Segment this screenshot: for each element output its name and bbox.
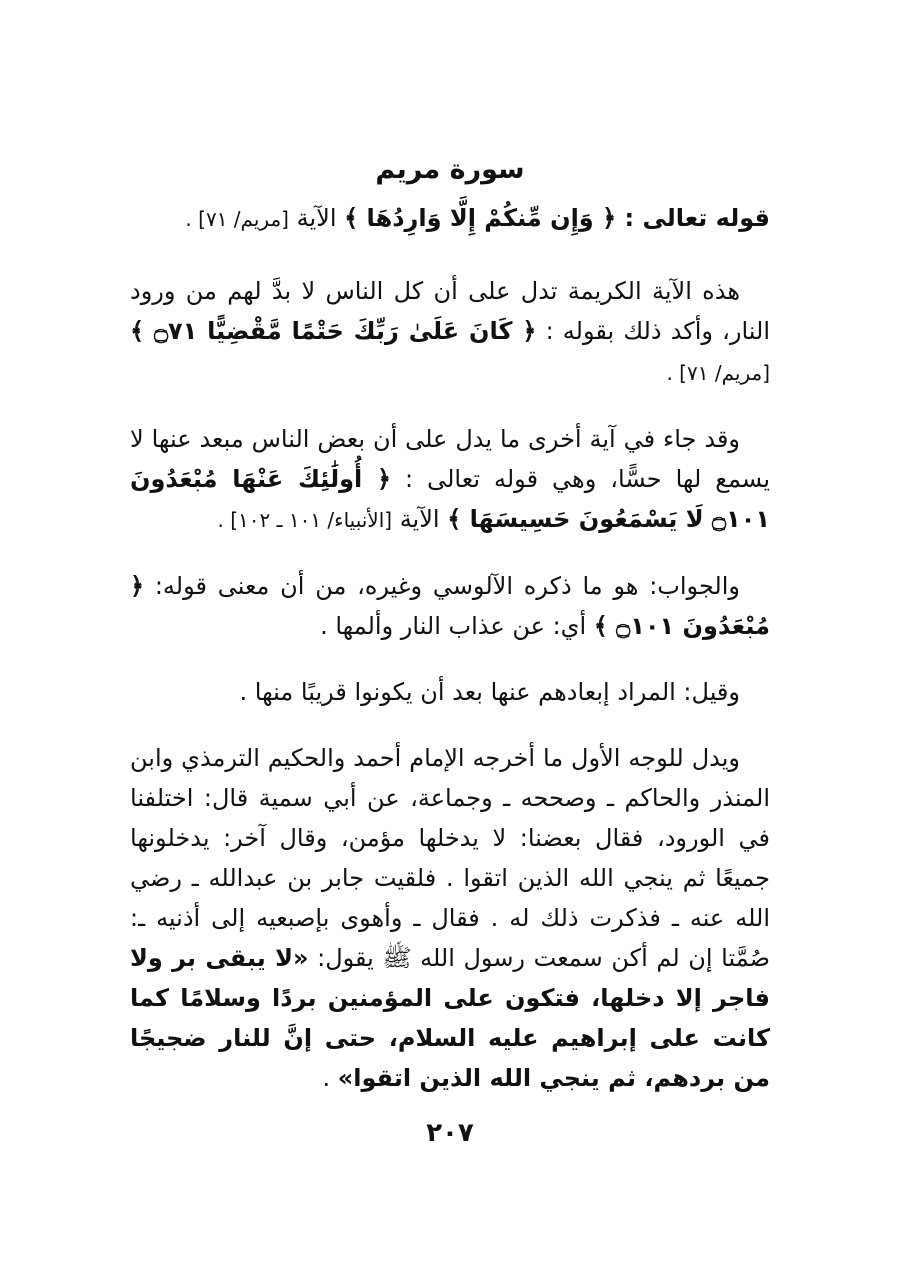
paragraph-5 [130, 738, 770, 1098]
page-number: ٢٠٧ [426, 1118, 474, 1148]
verse-intro [130, 198, 770, 239]
surah-title: سورة مريم [375, 154, 525, 185]
paragraph-2-suffix: الآية [392, 505, 448, 533]
paragraph-2-ref: [الأنبياء/ ١٠١ ـ ١٠٢] . [217, 508, 393, 532]
page-body [130, 150, 770, 1124]
paragraph-1-text: هذه الآية الكريمة تدل على أن كل الناس لا بدَّ لهم من ورود النار، وأكد ذلك بقوله : [130, 277, 770, 345]
hadith-quote: «لا يبقى بر ولا فاجر إلا دخلها، فتكون على المؤمنين بردًا وسلامًا كما كانت على إبراهيم عليه السلام، حتى إنَّ للنار ضجيجًا من بردهم، ثم ينجي الله الذين اتقوا» [130, 944, 770, 1092]
verse-intro-label: قوله تعالى : [616, 204, 770, 232]
paragraph-5-end: . [322, 1064, 338, 1092]
paragraph-4 [130, 672, 770, 712]
paragraph-2-text: وقد جاء في آية أخرى ما يدل على أن بعض الناس مبعد عنها لا يسمع لها حسًّا، وهي قوله تعالى : [130, 425, 771, 493]
paragraph-1-verse: ﴿ كَانَ عَلَىٰ رَبِّكَ حَتْمًا مَّقْضِيًّا ۝٧١ ﴾ [130, 317, 537, 345]
paragraph-1 [130, 271, 770, 393]
paragraph-3 [130, 566, 770, 646]
verse-intro-suffix: الآية [288, 204, 337, 232]
paragraph-3-verse: ﴿ مُبْعَدُونَ ۝١٠١ ﴾ [130, 572, 770, 640]
paragraph-4-text: وقيل: المراد إبعادهم عنها بعد أن يكونوا قريبًا منها . [239, 678, 740, 706]
paragraph-2 [130, 419, 770, 540]
paragraph-3-text-end: أي: عن عذاب النار وألمها . [320, 612, 594, 640]
paragraph-2-verse: ﴿ أُولَٰئِكَ عَنْهَا مُبْعَدُونَ ۝١٠١ لَا يَسْمَعُونَ حَسِيسَهَا ﴾ [130, 465, 770, 533]
paragraph-5-text: ويدل للوجه الأول ما أخرجه الإمام أحمد والحكيم الترمذي وابن المنذر والحاكم ـ وصححه ـ وجماعة، عن أبي سمية قال: اختلفنا في الورود، فقال بعضنا: لا يدخلها مؤمن، وقال آخر: يدخلونها جميعًا ثم ينجي الله الذين اتقوا . فلقيت جابر بن عبدالله ـ رضي الله عنه ـ فذكرت ذلك له . فقال ـ وأهوى بإصبعيه إلى أذنيه ـ: صُمَّتا إن لم أكن سمعت رسول الله ﷺ يقول: [130, 744, 770, 972]
paragraph-1-ref: [مريم/ ٧١] . [666, 361, 770, 385]
paragraph-3-text: والجواب: هو ما ذكره الآلوسي وغيره، من أن معنى قوله: [144, 572, 740, 600]
verse-intro-verse: ﴿ وَإِن مِّنكُمْ إِلَّا وَارِدُهَا ﴾ [344, 204, 617, 232]
verse-intro-ref: [مريم/ ٧١] . [185, 207, 289, 231]
